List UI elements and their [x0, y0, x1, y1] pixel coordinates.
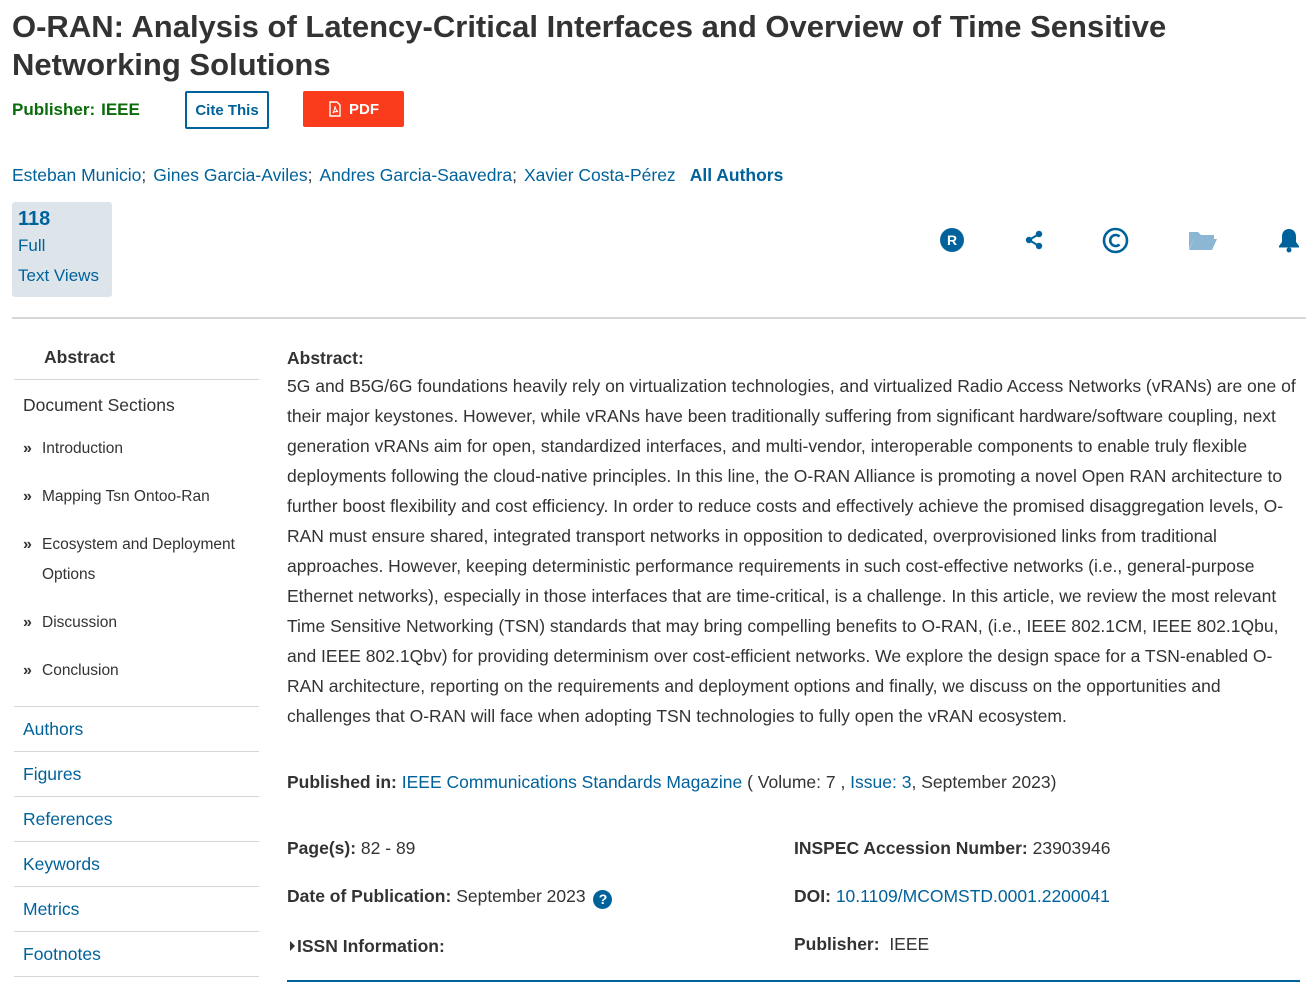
- section-label: Ecosystem and Deployment Options: [42, 536, 235, 583]
- views-count: 118: [18, 208, 51, 230]
- sidebar-item-metrics[interactable]: Metrics: [14, 887, 259, 932]
- double-chevron-right-icon: »: [23, 440, 32, 457]
- date-label: Date of Publication:: [287, 886, 452, 906]
- double-chevron-right-icon: »: [23, 662, 32, 679]
- section-label: Mapping Tsn Ontoo-Ran: [42, 488, 210, 505]
- sidebar-item-authors[interactable]: Authors: [14, 707, 259, 752]
- sidebar-nav: [14, 335, 259, 977]
- caret-right-icon: [287, 939, 297, 953]
- views-label-line2: Text Views: [18, 266, 99, 285]
- author-link[interactable]: Esteban Municio: [12, 165, 142, 185]
- section-label: Conclusion: [42, 662, 119, 679]
- views-label-line1: Full: [18, 236, 46, 255]
- date-value: September 2023: [456, 886, 586, 906]
- date-of-publication: [287, 886, 612, 909]
- pdf-icon: [328, 101, 342, 117]
- author-separator: ;: [307, 165, 313, 185]
- pages-info: [287, 838, 415, 859]
- doi-link[interactable]: 10.1109/MCOMSTD.0001.2200041: [835, 886, 1110, 906]
- sidebar-item-keywords[interactable]: Keywords: [14, 842, 259, 887]
- issue-link[interactable]: Issue: 3: [850, 772, 912, 792]
- folder-icon[interactable]: [1187, 226, 1219, 254]
- doi-info: [794, 886, 1110, 907]
- author-separator: ;: [141, 165, 147, 185]
- publication-date-text: , September 2023): [911, 772, 1057, 792]
- double-chevron-right-icon: »: [23, 614, 32, 631]
- volume-text: ( Volume: 7 ,: [742, 772, 851, 792]
- abstract-heading: Abstract:: [287, 348, 364, 368]
- published-in-label: Published in:: [287, 772, 397, 792]
- journal-link[interactable]: IEEE Communications Standards Magazine: [401, 772, 743, 792]
- abstract-section: [287, 345, 1305, 731]
- section-item-conclusion[interactable]: [14, 656, 259, 686]
- publisher-label: Publisher:: [12, 100, 96, 119]
- svg-text:R: R: [946, 232, 958, 248]
- section-item-ecosystem[interactable]: [14, 530, 259, 590]
- pages-value: 82 - 89: [360, 838, 416, 858]
- document-section-list: [14, 430, 259, 707]
- publisher-meta-value: IEEE: [889, 934, 930, 954]
- share-icon[interactable]: [1020, 226, 1048, 254]
- author-list: [12, 165, 783, 186]
- author-link[interactable]: Andres Garcia-Saavedra: [319, 165, 513, 185]
- copyright-icon[interactable]: [1101, 226, 1129, 254]
- pdf-label: PDF: [349, 100, 379, 118]
- pages-label: Page(s):: [287, 838, 357, 858]
- inspec-value: 23903946: [1032, 838, 1111, 858]
- double-chevron-right-icon: »: [23, 536, 32, 553]
- cite-this-button[interactable]: Cite This: [185, 91, 269, 129]
- publisher-meta-label: Publisher:: [794, 934, 880, 954]
- sidebar-document-sections-heading: Document Sections: [23, 395, 175, 415]
- publisher-info: [12, 100, 140, 120]
- article-title: O-RAN: Analysis of Latency-Critical Interfaces and Overview of Time Sensitive Networking Solutions: [12, 9, 1167, 82]
- published-in: [287, 772, 1056, 793]
- sidebar-item-references[interactable]: References: [14, 797, 259, 842]
- section-divider: [287, 980, 1300, 982]
- section-label: Introduction: [42, 440, 123, 457]
- pdf-button[interactable]: [303, 91, 404, 127]
- abstract-text: 5G and B5G/6G foundations heavily rely on virtualization technologies, and virtualized Radio Access Networks (vRANs) are one of their major keystones. However, while vRANs have been traditionally suffering from significant hardware/software coupling, next generation vRANs aim for open, standardized interfaces, and multi-vendor, interoperable components to enable truly flexible deployments following the cloud-native principles. In this line, the O-RAN Alliance is promoting a novel Open RAN architecture to further boost flexibility and cost efficiency. In order to reduce costs and effectively achieve the promised disaggregation levels, O-RAN must ensure shared, integrated transport networks in opposition to dedicated, overprovisioned links from traditional approaches. However, keeping deterministic performance requirements in such cost-effective networks (i.e., general-purpose Ethernet networks), especially in those interfaces that are time-critical, is a challenge. In this article, we review the most relevant Time Sensitive Networking (TSN) standards that may bring compelling benefits to O-RAN, (i.e., IEEE 802.1CM, IEEE 802.1Qbu, and IEEE 802.1Qbv) for providing determinism over cost-efficient networks. We explore the design space for a TSN-enabled O-RAN architecture, reporting on the requirements and deployment options and finally, we discuss on the opportunities and challenges that O-RAN will face when adopting TSN technologies to fully open the vRAN ecosystem.: [287, 376, 1296, 726]
- author-link[interactable]: Xavier Costa-Pérez: [523, 165, 676, 185]
- issn-label: ISSN Information:: [297, 936, 445, 956]
- author-separator: ;: [512, 165, 517, 185]
- full-text-views-badge: [12, 202, 112, 297]
- inspec-info: [794, 838, 1110, 859]
- section-item-mapping[interactable]: [14, 482, 259, 512]
- author-link[interactable]: Gines Garcia-Aviles: [153, 165, 308, 185]
- inspec-label: INSPEC Accession Number:: [794, 838, 1028, 858]
- sidebar-item-footnotes[interactable]: Footnotes: [14, 932, 259, 977]
- help-icon[interactable]: ?: [593, 890, 612, 909]
- header-divider: [12, 317, 1306, 319]
- issn-toggle[interactable]: [287, 936, 445, 957]
- publisher-value: IEEE: [101, 100, 140, 119]
- publisher-meta: [794, 934, 929, 955]
- all-authors-link[interactable]: All Authors: [689, 165, 784, 185]
- bell-icon[interactable]: [1275, 226, 1303, 254]
- double-chevron-right-icon: »: [23, 488, 32, 505]
- doi-label: DOI:: [794, 886, 831, 906]
- section-item-discussion[interactable]: [14, 608, 259, 638]
- sidebar-item-abstract[interactable]: Abstract: [14, 335, 259, 380]
- section-item-introduction[interactable]: [14, 434, 259, 464]
- section-label: Discussion: [42, 614, 117, 631]
- rights-icon[interactable]: [938, 226, 966, 254]
- sidebar-item-figures[interactable]: Figures: [14, 752, 259, 797]
